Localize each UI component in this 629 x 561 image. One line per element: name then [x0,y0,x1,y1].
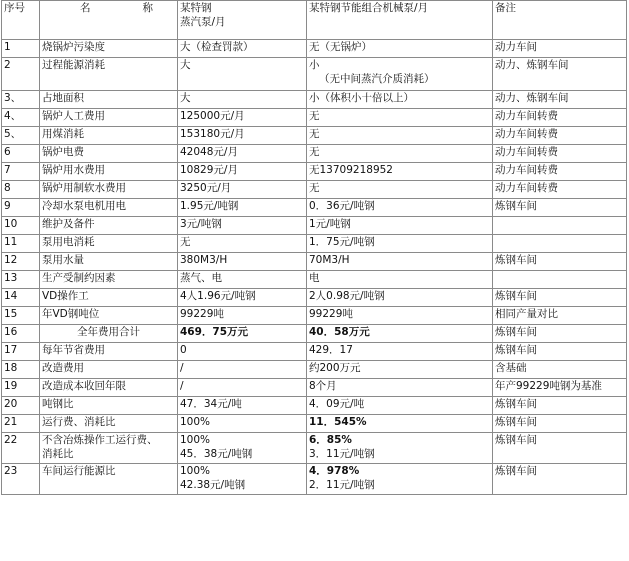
cell-mech-pump [307,271,493,289]
cell-mech-pump [307,433,493,464]
cell-seq: 7 [2,163,40,181]
cell-note: 炼钢车间 [493,464,627,495]
cell-mech-value: 0．36元/吨钢 [309,200,375,212]
header-note: 备注 [493,1,627,40]
cell-mech-pump [307,40,493,58]
cell-steam-pump [178,343,307,361]
cell-seq: 13 [2,271,40,289]
cell-seq: 5、 [2,127,40,145]
cell-mech-value: 4．09元/吨 [309,398,365,410]
cell-steam-value: 大 [180,59,191,71]
cell-steam-value: 99229吨 [180,308,224,320]
cell-note [493,217,627,235]
cell-steam-value: 42.38元/吨钢 [180,479,246,491]
cell-seq: 10 [2,217,40,235]
cell-steam-value: 大（检查罚款） [180,41,254,53]
table-row [2,217,627,235]
cell-steam-value: 0 [180,344,187,356]
header-name-b: 称 [142,2,153,14]
cell-note: 动力、炼钢车间 [493,91,627,109]
header-name-a: 名 [80,2,91,14]
table-row [2,464,627,495]
cell-item-name: VD操作工 [40,289,178,307]
cell-steam-pump [178,58,307,91]
cell-steam-value: 45．38元/吨钢 [180,448,253,460]
table-row [2,235,627,253]
table-row [2,109,627,127]
cell-steam-value: 100% [180,434,211,446]
cell-steam-value: 42048元/月 [180,146,238,158]
table-row [2,145,627,163]
cell-mech-pump [307,379,493,397]
table-body [2,40,627,495]
cell-mech-value: 1元/吨钢 [309,218,351,230]
cell-mech-value: 约200万元 [309,362,361,374]
cell-steam-pump [178,253,307,271]
cell-note: 含基础 [493,361,627,379]
cell-mech-pump [307,109,493,127]
cell-seq: 11 [2,235,40,253]
cell-mech-pump [307,91,493,109]
table-row [2,415,627,433]
cell-note: 炼钢车间 [493,253,627,271]
cell-mech-value: 2．11元/吨钢 [309,479,375,491]
cell-note: 炼钢车间 [493,289,627,307]
table-row [2,163,627,181]
cell-note: 炼钢车间 [493,199,627,217]
cell-steam-pump [178,127,307,145]
table-row [2,91,627,109]
cell-item-name: 用煤消耗 [40,127,178,145]
cell-item-name: 泵用电消耗 [40,235,178,253]
cell-seq: 21 [2,415,40,433]
cell-item-name: 锅炉用制软水费用 [40,181,178,199]
cell-steam-value: 47．34元/吨 [180,398,242,410]
cell-seq: 2 [2,58,40,91]
cell-item-name: 烧锅炉污染度 [40,40,178,58]
cell-mech-value: 429．17 [309,344,353,356]
cell-note: 炼钢车间 [493,415,627,433]
cell-item-name: 年VD钢吨位 [40,307,178,325]
cell-item-name [40,433,178,464]
cell-mech-pump [307,235,493,253]
cell-note: 炼钢车间 [493,397,627,415]
cell-seq: 12 [2,253,40,271]
cell-mech-value: 3．11元/吨钢 [309,448,375,460]
cell-seq: 6 [2,145,40,163]
table-header-row [2,1,627,40]
table-row [2,58,627,91]
cell-item-name: 每年节省费用 [40,343,178,361]
cell-steam-pump [178,217,307,235]
cell-steam-pump [178,464,307,495]
cell-steam-pump [178,325,307,343]
cell-mech-value: 1．75元/吨钢 [309,236,375,248]
cell-mech-pump [307,289,493,307]
cell-mech-value: 70M3/H [309,254,350,266]
cell-mech-pump [307,343,493,361]
cell-seq: 4、 [2,109,40,127]
cell-seq: 19 [2,379,40,397]
cell-mech-value: 8个月 [309,380,337,392]
cell-seq: 3、 [2,91,40,109]
cell-seq: 20 [2,397,40,415]
cell-steam-pump [178,163,307,181]
header-steam-line2: 蒸汽泵/月 [180,16,226,28]
cell-note: 炼钢车间 [493,433,627,464]
cell-steam-pump [178,415,307,433]
cell-mech-value: 无 [309,146,320,158]
cell-mech-pump [307,415,493,433]
cell-note [493,235,627,253]
cell-note [493,271,627,289]
cell-item-name-line: 消耗比 [42,448,74,460]
cell-mech-pump [307,307,493,325]
cell-item-name: 运行费、消耗比 [40,415,178,433]
cell-steam-value: 10829元/月 [180,164,238,176]
cell-item-name: 占地面积 [40,91,178,109]
cell-steam-pump [178,361,307,379]
cell-steam-pump [178,379,307,397]
cell-note: 动力车间 [493,40,627,58]
cell-item-name: 泵用水量 [40,253,178,271]
table-row [2,361,627,379]
table-row [2,325,627,343]
table-row [2,271,627,289]
table-row [2,379,627,397]
cell-mech-value: 电 [309,272,320,284]
cell-item-name: 改造费用 [40,361,178,379]
cell-mech-value: 4．978% [309,465,360,477]
cell-steam-value: 大 [180,92,191,104]
cell-mech-pump [307,253,493,271]
cell-note: 动力车间转费 [493,181,627,199]
cell-item-name: 过程能源消耗 [40,58,178,91]
cell-mech-value: 小 [309,59,320,71]
cell-note: 炼钢车间 [493,325,627,343]
cell-mech-value: 2人0.98元/吨钢 [309,290,385,302]
cell-steam-value: / [180,380,184,392]
cell-note: 动力、炼钢车间 [493,58,627,91]
table-row [2,199,627,217]
cell-note: 动力车间转费 [493,127,627,145]
cell-item-name: 生产受制约因素 [40,271,178,289]
comparison-table-wrapper [1,0,627,495]
cell-steam-pump [178,307,307,325]
cell-mech-value: 无 [309,128,320,140]
cell-note: 年产99229吨钢为基准 [493,379,627,397]
cell-seq: 9 [2,199,40,217]
cell-mech-pump [307,199,493,217]
cell-seq: 22 [2,433,40,464]
cell-steam-value: 4人1.96元/吨钢 [180,290,256,302]
cell-item-name: 全年费用合计 [40,325,178,343]
cell-mech-value: 11．545% [309,416,367,428]
table-row [2,397,627,415]
cell-mech-pump [307,361,493,379]
header-seq: 序号 [2,1,40,40]
cell-item-name: 锅炉用水费用 [40,163,178,181]
cell-note: 炼钢车间 [493,343,627,361]
header-mech-pump: 某特钢节能组合机械泵/月 [307,1,493,40]
table-row [2,289,627,307]
cell-mech-pump [307,325,493,343]
cell-mech-pump [307,464,493,495]
cell-item-name: 锅炉电费 [40,145,178,163]
cell-item-name: 车间运行能源比 [40,464,178,495]
cell-item-name-line: 不含冶炼操作工运行费、 [42,434,158,446]
cell-steam-value: 1.95元/吨钢 [180,200,239,212]
table-row [2,433,627,464]
cell-mech-pump [307,127,493,145]
cell-seq: 1 [2,40,40,58]
cell-steam-pump [178,40,307,58]
cell-seq: 14 [2,289,40,307]
table-row [2,127,627,145]
cell-mech-pump [307,217,493,235]
cell-mech-pump [307,58,493,91]
cell-steam-pump [178,145,307,163]
cell-steam-value: 无 [180,236,191,248]
cell-mech-value: 无（无锅炉） [309,41,372,53]
cell-steam-pump [178,199,307,217]
cell-steam-pump [178,109,307,127]
cell-seq: 23 [2,464,40,495]
cell-seq: 15 [2,307,40,325]
cell-mech-pump [307,163,493,181]
cell-steam-pump [178,397,307,415]
cell-mech-pump [307,397,493,415]
cell-mech-value: 无 [309,182,320,194]
cell-steam-pump [178,289,307,307]
table-row [2,307,627,325]
cell-seq: 17 [2,343,40,361]
cell-item-name: 改造成本收回年限 [40,379,178,397]
cell-steam-pump [178,91,307,109]
table-row [2,40,627,58]
cell-note: 相同产量对比 [493,307,627,325]
cell-mech-pump [307,145,493,163]
table-row [2,253,627,271]
cell-mech-value: 无13709218952 [309,164,393,176]
cell-mech-value: （无中间蒸汽介质消耗） [319,73,435,85]
cell-note: 动力车间转费 [493,163,627,181]
comparison-table [1,0,627,495]
cell-mech-value: 小（体积小十倍以上） [309,92,414,104]
table-row [2,343,627,361]
cell-steam-value: 蒸气、电 [180,272,222,284]
cell-steam-pump [178,271,307,289]
cell-steam-value: 153180元/月 [180,128,245,140]
cell-note: 动力车间转费 [493,109,627,127]
cell-steam-value: 380M3/H [180,254,228,266]
cell-item-name: 冷却水泵电机用电 [40,199,178,217]
cell-mech-value: 99229吨 [309,308,353,320]
cell-steam-value: 100% [180,416,211,428]
cell-note: 动力车间转费 [493,145,627,163]
cell-item-name: 维护及备件 [40,217,178,235]
cell-steam-pump [178,235,307,253]
cell-steam-value: 3元/吨钢 [180,218,222,230]
cell-mech-pump [307,181,493,199]
cell-steam-value: 100% [180,465,211,477]
cell-steam-pump [178,433,307,464]
cell-steam-value: 125000元/月 [180,110,245,122]
cell-item-name: 吨钢比 [40,397,178,415]
cell-steam-value: / [180,362,184,374]
cell-seq: 8 [2,181,40,199]
header-name [40,1,178,40]
table-row [2,181,627,199]
cell-steam-value: 3250元/月 [180,182,232,194]
cell-steam-value: 469．75万元 [180,326,249,338]
header-steam-line1: 某特钢 [180,2,212,14]
cell-steam-pump [178,181,307,199]
cell-seq: 16 [2,325,40,343]
cell-mech-value: 40．58万元 [309,326,370,338]
cell-seq: 18 [2,361,40,379]
header-steam-pump [178,1,307,40]
cell-mech-value: 无 [309,110,320,122]
cell-item-name: 锅炉人工费用 [40,109,178,127]
cell-mech-value: 6．85% [309,434,352,446]
